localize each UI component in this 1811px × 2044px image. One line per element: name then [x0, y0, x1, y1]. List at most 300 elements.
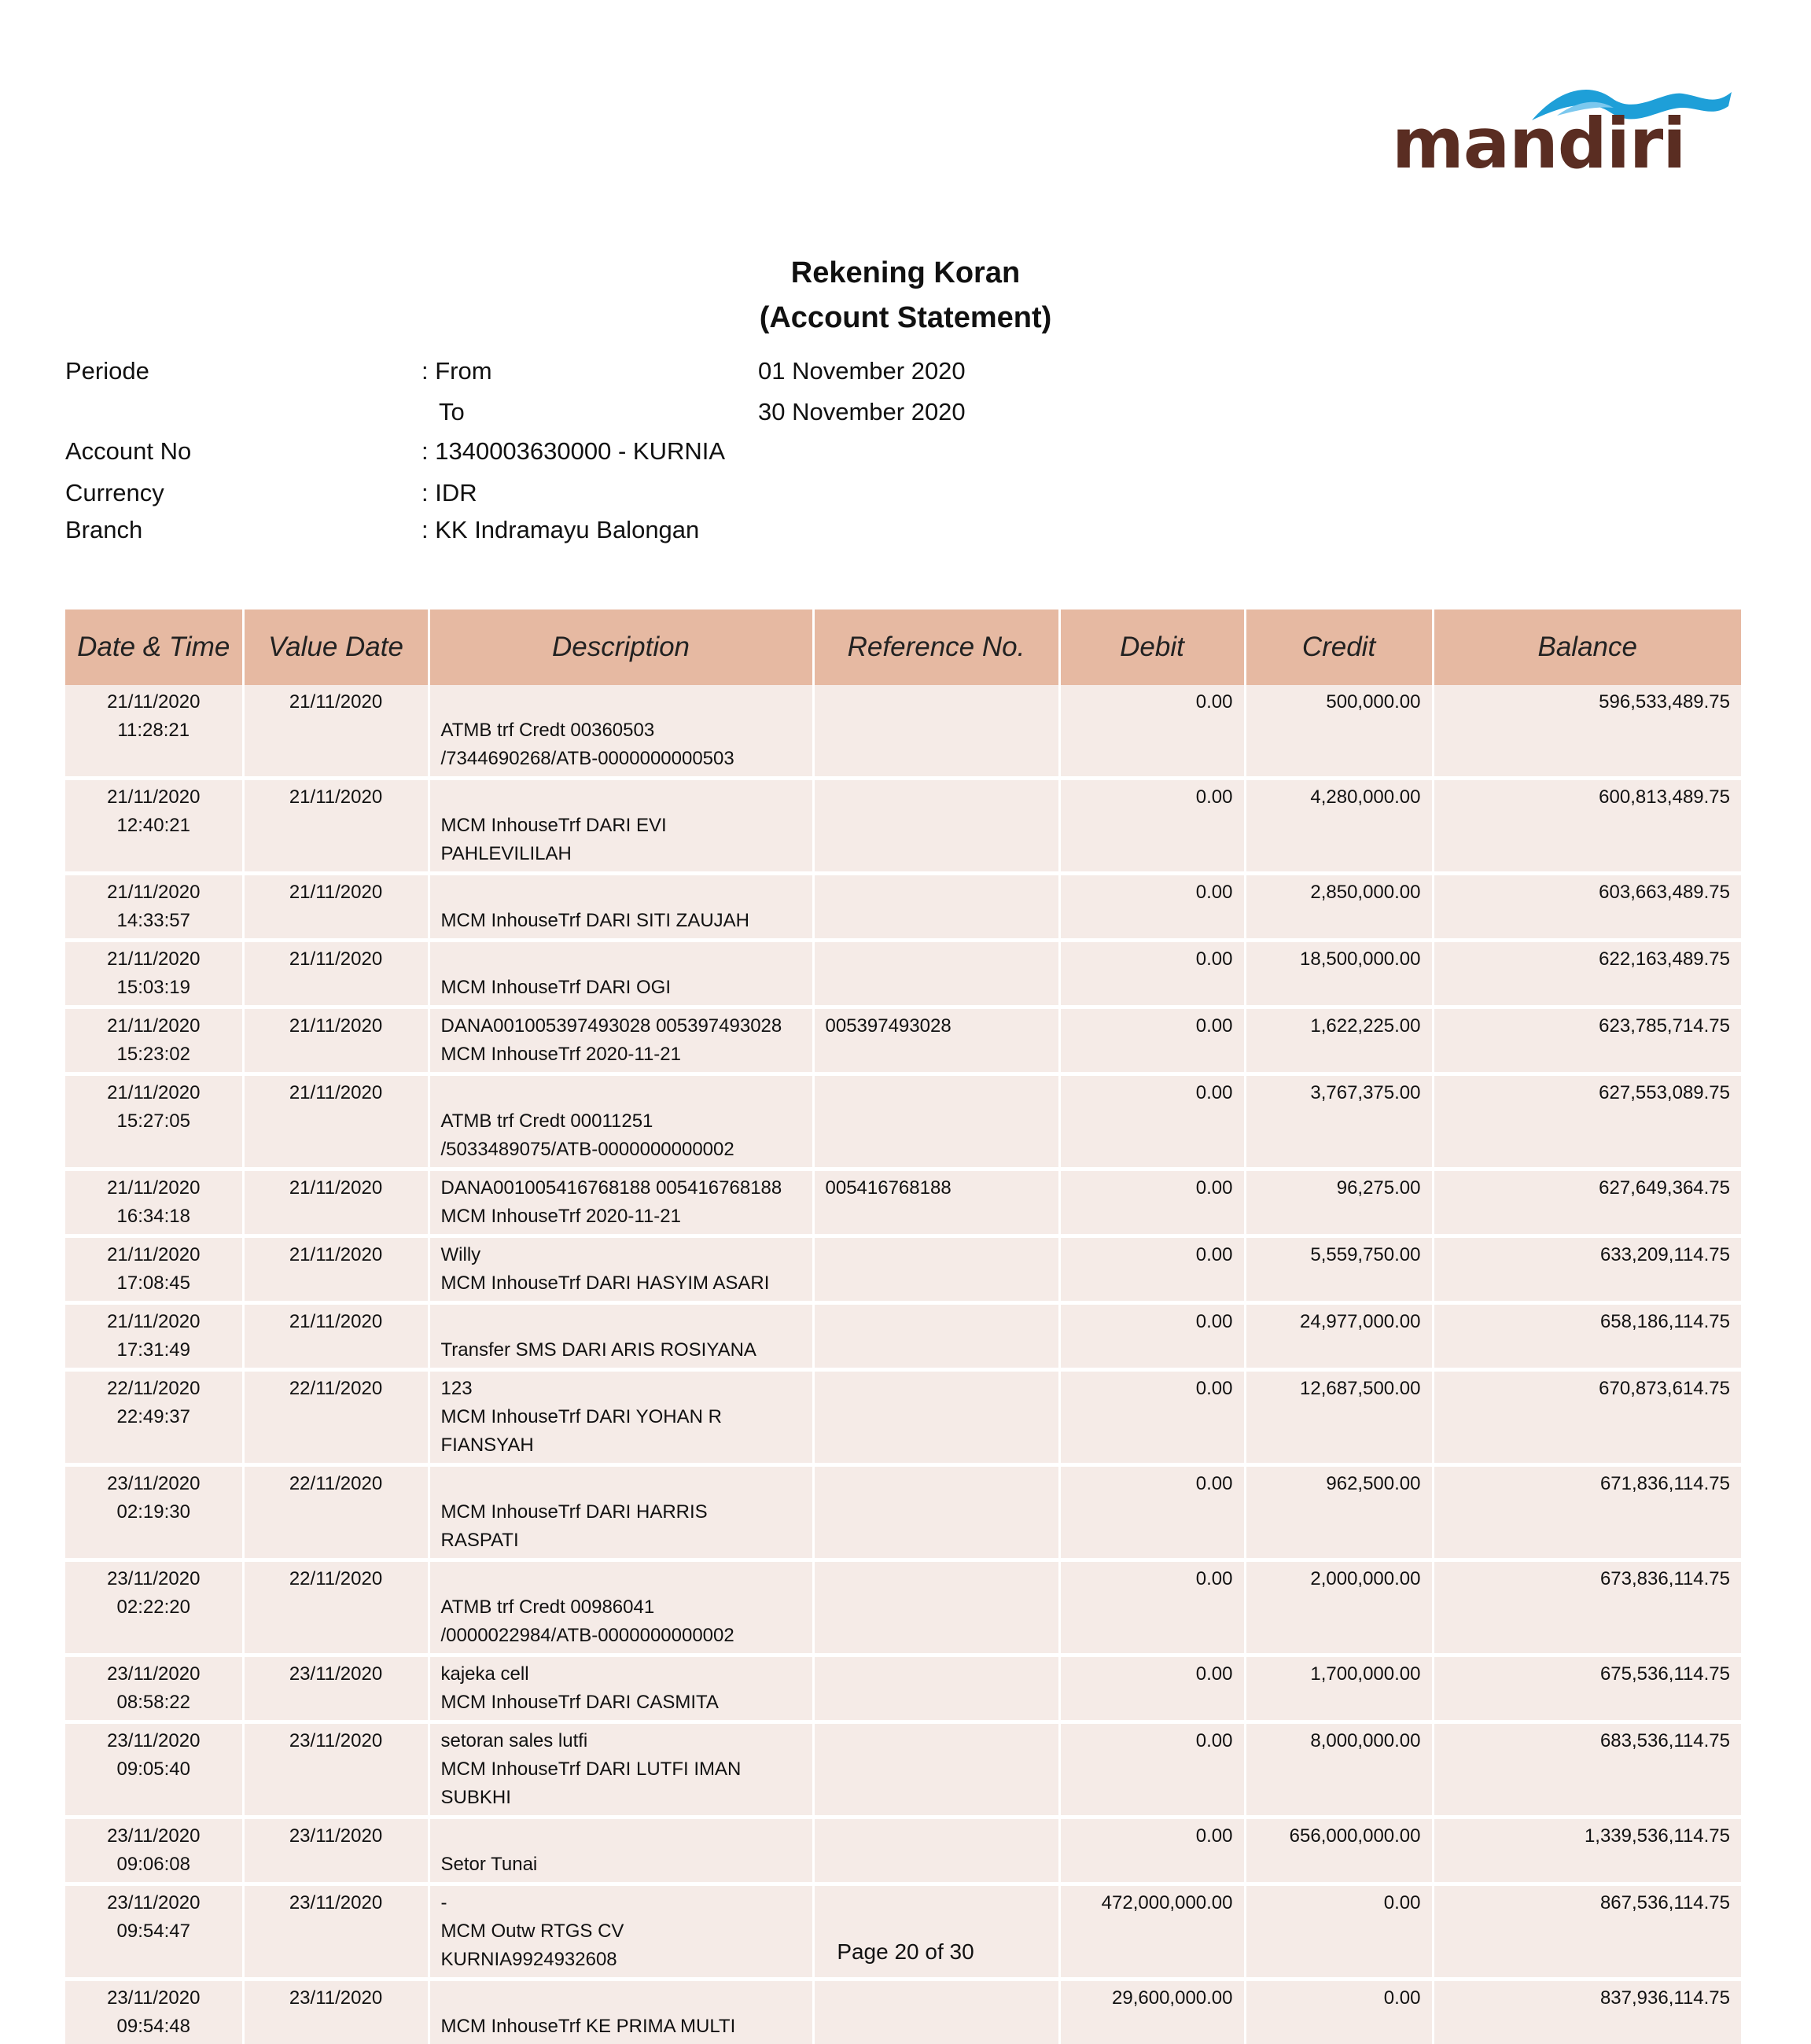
balance-amount: 622,163,489.75: [1445, 945, 1731, 974]
value-date-cell: [243, 1007, 429, 1074]
debit-cell: [1059, 1370, 1245, 1465]
description-cell: [429, 1722, 813, 1818]
value-date: 21/11/2020: [256, 1012, 417, 1040]
credit-amount: 8,000,000.00: [1257, 1727, 1421, 1755]
balance-cell: [1433, 1074, 1741, 1169]
txn-date: 21/11/2020: [76, 1012, 231, 1040]
balance-amount: 837,936,114.75: [1445, 1984, 1731, 2013]
to-value: 30 November 2020: [758, 400, 966, 424]
balance-cell: [1433, 874, 1741, 941]
reference-cell: [813, 1370, 1059, 1465]
credit-cell: [1245, 1560, 1433, 1655]
balance-cell: [1433, 941, 1741, 1007]
reference-no: [826, 1241, 1047, 1269]
description-line: [441, 1984, 801, 2013]
description-line: [441, 1470, 801, 1498]
statement-title: Rekening Koran: [0, 256, 1811, 290]
brand-name: mandiri: [1392, 103, 1685, 184]
table-row: [65, 1236, 1741, 1303]
date-time-cell: [65, 1303, 243, 1370]
transactions-table: [65, 610, 1741, 2044]
description-line: RASPATI: [441, 1527, 801, 1555]
date-time-cell: [65, 941, 243, 1007]
value-date-cell: [243, 1465, 429, 1560]
balance-amount: 658,186,114.75: [1445, 1308, 1731, 1336]
credit-amount: 3,767,375.00: [1257, 1079, 1421, 1107]
header-balance: Balance: [1433, 610, 1741, 685]
description-cell: [429, 1007, 813, 1074]
page-number: Page 20 of 30: [0, 1939, 1811, 1965]
credit-amount: 2,000,000.00: [1257, 1565, 1421, 1593]
debit-amount: 0.00: [1072, 1375, 1233, 1403]
txn-time: 17:31:49: [76, 1336, 231, 1365]
reference-cell: [813, 1560, 1059, 1655]
description-line: MCM InhouseTrf DARI SITI ZAUJAH: [441, 907, 801, 935]
value-date-cell: [243, 1074, 429, 1169]
description-line: SUBKHI: [441, 1784, 801, 1812]
table-row: [65, 1074, 1741, 1169]
date-time-cell: [65, 1074, 243, 1169]
credit-amount: 500,000.00: [1257, 688, 1421, 716]
txn-date: 21/11/2020: [76, 1174, 231, 1202]
description-line: DANA001005416768188 005416768188: [441, 1174, 801, 1202]
description-line: [441, 1822, 801, 1851]
reference-cell: [813, 779, 1059, 874]
credit-cell: [1245, 1655, 1433, 1722]
debit-amount: 0.00: [1072, 1308, 1233, 1336]
header-value-date: Value Date: [243, 610, 429, 685]
description-line: kajeka cell: [441, 1660, 801, 1689]
from-label: : From: [421, 359, 492, 383]
description-cell: [429, 1884, 813, 1980]
description-line: MCM InhouseTrf DARI LUTFI IMAN: [441, 1755, 801, 1784]
debit-cell: [1059, 1560, 1245, 1655]
description-line: MCM InhouseTrf DARI OGI: [441, 974, 801, 1002]
value-date: 21/11/2020: [256, 1241, 417, 1269]
value-date-cell: [243, 1722, 429, 1818]
value-date-cell: [243, 1980, 429, 2044]
table-row: [65, 1560, 1741, 1655]
balance-amount: 603,663,489.75: [1445, 878, 1731, 907]
table-row: [65, 1370, 1741, 1465]
txn-date: 23/11/2020: [76, 1984, 231, 2013]
value-date: 21/11/2020: [256, 1174, 417, 1202]
periode-label: Periode: [65, 359, 149, 383]
description-line: /0000022984/ATB-0000000000002: [441, 1622, 801, 1650]
debit-cell: [1059, 1465, 1245, 1560]
credit-amount: 5,559,750.00: [1257, 1241, 1421, 1269]
credit-cell: [1245, 1722, 1433, 1818]
debit-amount: 0.00: [1072, 1174, 1233, 1202]
date-time-cell: [65, 1236, 243, 1303]
description-line: [441, 688, 801, 716]
credit-cell: [1245, 1169, 1433, 1236]
credit-cell: [1245, 779, 1433, 874]
value-date: 22/11/2020: [256, 1470, 417, 1498]
table-row: [65, 1722, 1741, 1818]
reference-no: [826, 1079, 1047, 1107]
value-date-cell: [243, 779, 429, 874]
reference-cell: [813, 1074, 1059, 1169]
value-date-cell: [243, 1655, 429, 1722]
debit-amount: 0.00: [1072, 1079, 1233, 1107]
credit-cell: [1245, 1884, 1433, 1980]
description-cell: [429, 779, 813, 874]
balance-amount: 670,873,614.75: [1445, 1375, 1731, 1403]
account-value: : 1340003630000 - KURNIA: [421, 439, 725, 463]
credit-cell: [1245, 1818, 1433, 1884]
balance-cell: [1433, 1465, 1741, 1560]
table-row: [65, 1980, 1741, 2044]
debit-amount: 0.00: [1072, 1565, 1233, 1593]
txn-date: 22/11/2020: [76, 1375, 231, 1403]
value-date: 23/11/2020: [256, 1889, 417, 1917]
reference-cell: [813, 874, 1059, 941]
txn-date: 21/11/2020: [76, 1308, 231, 1336]
credit-cell: [1245, 1980, 1433, 2044]
description-line: [441, 783, 801, 812]
table-header: [65, 610, 1741, 685]
description-line: 123: [441, 1375, 801, 1403]
balance-amount: 627,553,089.75: [1445, 1079, 1731, 1107]
txn-date: 23/11/2020: [76, 1660, 231, 1689]
txn-time: 09:06:08: [76, 1851, 231, 1879]
debit-amount: 472,000,000.00: [1072, 1889, 1233, 1917]
balance-amount: 675,536,114.75: [1445, 1660, 1731, 1689]
balance-cell: [1433, 1722, 1741, 1818]
balance-amount: 683,536,114.75: [1445, 1727, 1731, 1755]
value-date-cell: [243, 1236, 429, 1303]
debit-amount: 0.00: [1072, 1241, 1233, 1269]
table-row: [65, 1818, 1741, 1884]
table-row: [65, 1169, 1741, 1236]
date-time-cell: [65, 1560, 243, 1655]
value-date-cell: [243, 1884, 429, 1980]
txn-time: 14:33:57: [76, 907, 231, 935]
credit-cell: [1245, 1074, 1433, 1169]
description-cell: [429, 1818, 813, 1884]
description-line: MCM InhouseTrf DARI HARRIS: [441, 1498, 801, 1527]
reference-no: [826, 783, 1047, 812]
description-line: [441, 1308, 801, 1336]
table-row: [65, 1303, 1741, 1370]
balance-cell: [1433, 1655, 1741, 1722]
debit-cell: [1059, 874, 1245, 941]
txn-date: 21/11/2020: [76, 1241, 231, 1269]
txn-date: 21/11/2020: [76, 688, 231, 716]
description-line: MCM InhouseTrf DARI YOHAN R: [441, 1403, 801, 1431]
date-time-cell: [65, 1980, 243, 2044]
description-line: Transfer SMS DARI ARIS ROSIYANA: [441, 1336, 801, 1365]
txn-time: 02:22:20: [76, 1593, 231, 1622]
txn-date: 21/11/2020: [76, 878, 231, 907]
debit-amount: 0.00: [1072, 688, 1233, 716]
currency-label: Currency: [65, 481, 164, 505]
header-reference: Reference No.: [813, 610, 1059, 685]
description-cell: [429, 1980, 813, 2044]
table-row: [65, 1465, 1741, 1560]
description-line: ATMB trf Credt 00986041: [441, 1593, 801, 1622]
reference-no: [826, 1889, 1047, 1917]
balance-amount: 671,836,114.75: [1445, 1470, 1731, 1498]
description-line: MCM InhouseTrf KE PRIMA MULTI: [441, 2013, 801, 2041]
to-label: To: [439, 400, 465, 424]
txn-time: 22:49:37: [76, 1403, 231, 1431]
value-date-cell: [243, 874, 429, 941]
debit-cell: [1059, 1722, 1245, 1818]
txn-time: 09:54:48: [76, 2013, 231, 2041]
mandiri-logo: [1392, 75, 1746, 181]
reference-no: [826, 1565, 1047, 1593]
debit-amount: 0.00: [1072, 1727, 1233, 1755]
txn-time: 15:27:05: [76, 1107, 231, 1136]
credit-amount: 962,500.00: [1257, 1470, 1421, 1498]
credit-amount: 0.00: [1257, 1889, 1421, 1917]
credit-cell: [1245, 874, 1433, 941]
header-credit: Credit: [1245, 610, 1433, 685]
debit-cell: [1059, 1236, 1245, 1303]
credit-amount: 18,500,000.00: [1257, 945, 1421, 974]
statement-subtitle: (Account Statement): [0, 301, 1811, 335]
txn-time: 12:40:21: [76, 812, 231, 840]
balance-amount: 1,339,536,114.75: [1445, 1822, 1731, 1851]
txn-date: 21/11/2020: [76, 783, 231, 812]
description-cell: [429, 1655, 813, 1722]
credit-cell: [1245, 1465, 1433, 1560]
value-date: 22/11/2020: [256, 1565, 417, 1593]
value-date: 22/11/2020: [256, 1375, 417, 1403]
branch-label: Branch: [65, 517, 142, 542]
description-line: Willy: [441, 1241, 801, 1269]
value-date: 23/11/2020: [256, 1822, 417, 1851]
debit-cell: [1059, 1074, 1245, 1169]
txn-date: 21/11/2020: [76, 1079, 231, 1107]
reference-cell: [813, 1169, 1059, 1236]
account-label: Account No: [65, 439, 191, 463]
table-row: [65, 685, 1741, 779]
table-row: [65, 1655, 1741, 1722]
reference-no: [826, 945, 1047, 974]
table-row: [65, 941, 1741, 1007]
reference-cell: [813, 685, 1059, 779]
description-line: PAHLEVILILAH: [441, 840, 801, 868]
description-line: MCM InhouseTrf DARI CASMITA: [441, 1689, 801, 1717]
debit-cell: [1059, 1884, 1245, 1980]
credit-cell: [1245, 1303, 1433, 1370]
description-line: -: [441, 1889, 801, 1917]
reference-cell: [813, 1465, 1059, 1560]
description-cell: [429, 874, 813, 941]
balance-cell: [1433, 1303, 1741, 1370]
description-line: setoran sales lutfi: [441, 1727, 801, 1755]
reference-cell: [813, 1303, 1059, 1370]
txn-time: 15:03:19: [76, 974, 231, 1002]
branch-value: : KK Indramayu Balongan: [421, 517, 699, 542]
reference-no: [826, 1727, 1047, 1755]
description-line: MCM InhouseTrf 2020-11-21: [441, 1202, 801, 1231]
date-time-cell: [65, 1370, 243, 1465]
value-date-cell: [243, 685, 429, 779]
balance-cell: [1433, 1980, 1741, 2044]
description-cell: [429, 1465, 813, 1560]
description-line: /5033489075/ATB-0000000000002: [441, 1136, 801, 1164]
debit-amount: 0.00: [1072, 1012, 1233, 1040]
reference-no: [826, 1822, 1047, 1851]
value-date: 23/11/2020: [256, 1727, 417, 1755]
txn-time: 08:58:22: [76, 1689, 231, 1717]
date-time-cell: [65, 685, 243, 779]
txn-time: 02:19:30: [76, 1498, 231, 1527]
balance-cell: [1433, 1169, 1741, 1236]
txn-date: 23/11/2020: [76, 1727, 231, 1755]
description-line: KURNIA9924932608: [441, 1946, 801, 1974]
credit-amount: 96,275.00: [1257, 1174, 1421, 1202]
txn-time: 15:23:02: [76, 1040, 231, 1069]
description-line: /7344690268/ATB-0000000000503: [441, 745, 801, 773]
value-date-cell: [243, 941, 429, 1007]
credit-cell: [1245, 685, 1433, 779]
balance-amount: 673,836,114.75: [1445, 1565, 1731, 1593]
description-line: [441, 945, 801, 974]
from-value: 01 November 2020: [758, 359, 966, 383]
description-line: ATMB trf Credt 00011251: [441, 1107, 801, 1136]
date-time-cell: [65, 1722, 243, 1818]
description-cell: [429, 1169, 813, 1236]
description-line: ATMB trf Credt 00360503: [441, 716, 801, 745]
credit-amount: 656,000,000.00: [1257, 1822, 1421, 1851]
description-line: [441, 1565, 801, 1593]
balance-amount: 623,785,714.75: [1445, 1012, 1731, 1040]
txn-date: 23/11/2020: [76, 1470, 231, 1498]
debit-amount: 0.00: [1072, 783, 1233, 812]
description-cell: [429, 685, 813, 779]
debit-cell: [1059, 1655, 1245, 1722]
balance-cell: [1433, 685, 1741, 779]
debit-amount: 29,600,000.00: [1072, 1984, 1233, 2013]
balance-amount: 627,649,364.75: [1445, 1174, 1731, 1202]
txn-time: 11:28:21: [76, 716, 231, 745]
debit-amount: 0.00: [1072, 945, 1233, 974]
date-time-cell: [65, 1007, 243, 1074]
debit-cell: [1059, 1007, 1245, 1074]
debit-cell: [1059, 779, 1245, 874]
date-time-cell: [65, 1884, 243, 1980]
date-time-cell: [65, 1169, 243, 1236]
credit-cell: [1245, 941, 1433, 1007]
date-time-cell: [65, 874, 243, 941]
balance-amount: 867,536,114.75: [1445, 1889, 1731, 1917]
currency-value: : IDR: [421, 481, 477, 505]
debit-cell: [1059, 685, 1245, 779]
balance-amount: 633,209,114.75: [1445, 1241, 1731, 1269]
description-cell: [429, 1560, 813, 1655]
balance-cell: [1433, 1884, 1741, 1980]
balance-cell: [1433, 779, 1741, 874]
balance-cell: [1433, 1560, 1741, 1655]
reference-cell: [813, 1655, 1059, 1722]
description-line: MCM InhouseTrf DARI EVI: [441, 812, 801, 840]
reference-cell: [813, 941, 1059, 1007]
value-date-cell: [243, 1169, 429, 1236]
description-line: MCM Outw RTGS CV: [441, 1917, 801, 1946]
value-date: 21/11/2020: [256, 878, 417, 907]
table-row: [65, 1007, 1741, 1074]
value-date: 21/11/2020: [256, 688, 417, 716]
date-time-cell: [65, 1465, 243, 1560]
balance-cell: [1433, 1236, 1741, 1303]
reference-no: 005397493028: [826, 1012, 1047, 1040]
description-cell: [429, 1370, 813, 1465]
txn-time: 09:05:40: [76, 1755, 231, 1784]
reference-no: [826, 1375, 1047, 1403]
debit-amount: 0.00: [1072, 1822, 1233, 1851]
table-row: [65, 1884, 1741, 1980]
credit-amount: 12,687,500.00: [1257, 1375, 1421, 1403]
value-date-cell: [243, 1818, 429, 1884]
value-date: 21/11/2020: [256, 1308, 417, 1336]
reference-no: [826, 1470, 1047, 1498]
credit-amount: 4,280,000.00: [1257, 783, 1421, 812]
value-date: 23/11/2020: [256, 1660, 417, 1689]
txn-time: 09:54:47: [76, 1917, 231, 1946]
balance-cell: [1433, 1370, 1741, 1465]
credit-amount: 1,700,000.00: [1257, 1660, 1421, 1689]
header-date-time: Date & Time: [65, 610, 243, 685]
credit-cell: [1245, 1236, 1433, 1303]
description-cell: [429, 1236, 813, 1303]
txn-date: 23/11/2020: [76, 1565, 231, 1593]
header-debit: Debit: [1059, 610, 1245, 685]
balance-amount: 596,533,489.75: [1445, 688, 1731, 716]
credit-cell: [1245, 1007, 1433, 1074]
balance-cell: [1433, 1818, 1741, 1884]
table-row: [65, 779, 1741, 874]
balance-cell: [1433, 1007, 1741, 1074]
table-row: [65, 874, 1741, 941]
value-date: 21/11/2020: [256, 1079, 417, 1107]
reference-no: [826, 688, 1047, 716]
header-description: Description: [429, 610, 813, 685]
debit-amount: 0.00: [1072, 1660, 1233, 1689]
reference-cell: [813, 1007, 1059, 1074]
description-line: FIANSYAH: [441, 1431, 801, 1460]
debit-cell: [1059, 941, 1245, 1007]
description-cell: [429, 1074, 813, 1169]
debit-cell: [1059, 1169, 1245, 1236]
txn-time: 17:08:45: [76, 1269, 231, 1298]
txn-time: 16:34:18: [76, 1202, 231, 1231]
reference-cell: [813, 1818, 1059, 1884]
date-time-cell: [65, 1818, 243, 1884]
date-time-cell: [65, 779, 243, 874]
reference-no: [826, 1308, 1047, 1336]
balance-amount: 600,813,489.75: [1445, 783, 1731, 812]
description-line: MCM InhouseTrf DARI HASYIM ASARI: [441, 1269, 801, 1298]
reference-no: [826, 1660, 1047, 1689]
reference-cell: [813, 1980, 1059, 2044]
value-date: 23/11/2020: [256, 1984, 417, 2013]
value-date: 21/11/2020: [256, 783, 417, 812]
description-line: DANA001005397493028 005397493028: [441, 1012, 801, 1040]
reference-cell: [813, 1884, 1059, 1980]
date-time-cell: [65, 1655, 243, 1722]
description-cell: [429, 941, 813, 1007]
description-cell: [429, 1303, 813, 1370]
value-date: 21/11/2020: [256, 945, 417, 974]
value-date-cell: [243, 1370, 429, 1465]
reference-no: [826, 1984, 1047, 2013]
value-date-cell: [243, 1560, 429, 1655]
